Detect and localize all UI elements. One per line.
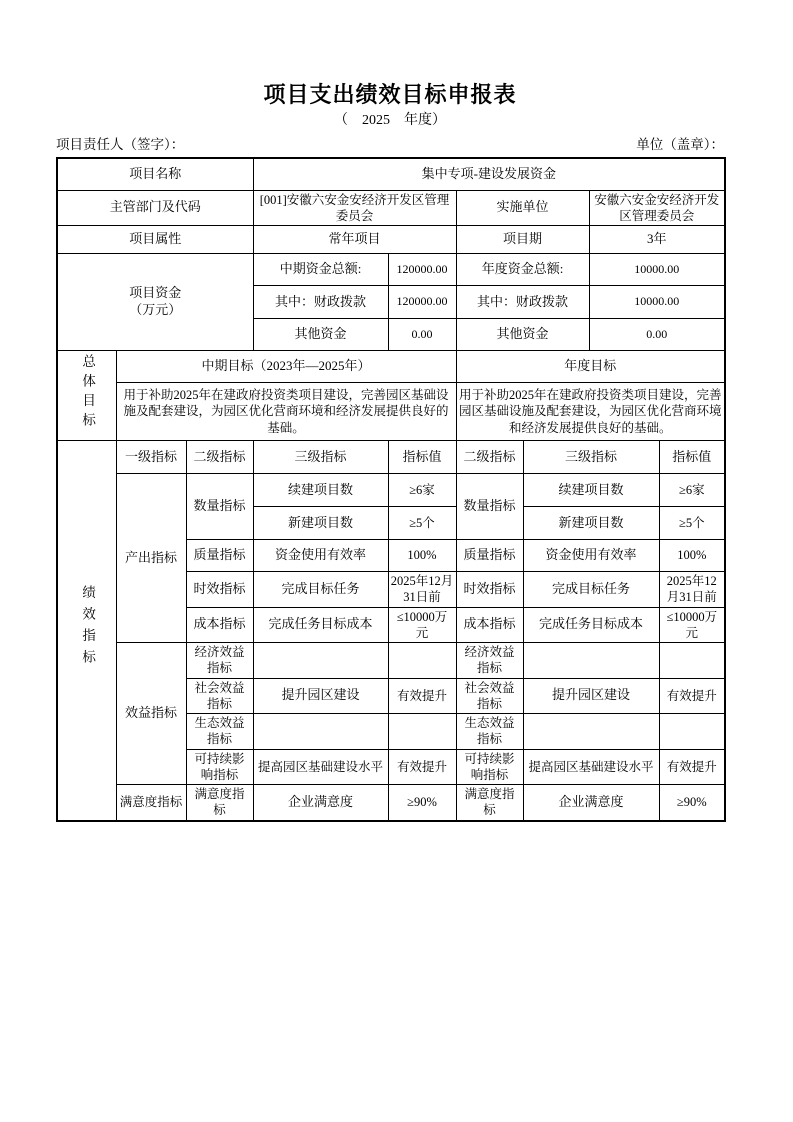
year-other-label: 其他资金 xyxy=(456,319,589,351)
l3-cell: 提升园区建设 xyxy=(523,678,659,714)
funds-label-line1: 项目资金 xyxy=(129,285,182,301)
value-cell: 100% xyxy=(659,540,725,572)
mid-fiscal-label: 其中：财政拨款 xyxy=(253,286,388,319)
l2-cell: 经济效益指标 xyxy=(456,643,523,679)
signer-label: 项目责任人（签字）： xyxy=(56,137,185,152)
l3-cell: 资金使用有效率 xyxy=(523,540,659,572)
year-fiscal-label: 其中：财政拨款 xyxy=(456,286,589,319)
year-total-label: 年度资金总额: xyxy=(456,254,589,286)
l3-cell: 企业满意度 xyxy=(523,785,659,821)
mid-total-label: 中期资金总额: xyxy=(253,254,388,286)
impl-unit-label: 实施单位 xyxy=(456,190,589,226)
perf-vertical-text: 绩效指标 xyxy=(80,584,96,671)
mid-goal-header: 中期目标（2023年—2025年） xyxy=(116,351,456,383)
l2-cell: 满意度指标 xyxy=(186,785,253,821)
header-level3-mid: 三级指标 xyxy=(253,441,388,474)
level1-benefit-cell: 效益指标 xyxy=(116,643,186,785)
signature-row xyxy=(56,136,724,154)
l3-cell: 提升园区建设 xyxy=(253,678,388,714)
header-value-annual: 指标值 xyxy=(659,441,725,474)
perf-row xyxy=(57,643,725,679)
mid-goal-text: 用于补助2025年在建政府投资类项目建设，完善园区基础设施及配套建设，为园区优化营商环境和经济发展提供良好的基础。 xyxy=(116,383,456,441)
l2-cell: 生态效益指标 xyxy=(186,714,253,750)
mid-total-value: 120000.00 xyxy=(388,254,456,286)
attr-label: 项目属性 xyxy=(57,226,253,254)
l2-cell: 生态效益指标 xyxy=(456,714,523,750)
row-perf-header xyxy=(57,441,725,474)
value-cell: ≥5个 xyxy=(388,507,456,540)
l2-cell: 可持续影响指标 xyxy=(456,749,523,785)
l3-cell: 完成任务目标成本 xyxy=(253,607,388,643)
row-department xyxy=(57,190,725,226)
funds-label-line2: （万元） xyxy=(129,302,182,317)
period-value: 3年 xyxy=(589,226,725,254)
value-cell: ≥90% xyxy=(659,785,725,821)
perf-side-label xyxy=(57,441,116,821)
dept-label: 主管部门及代码 xyxy=(57,190,253,226)
l3-cell: 完成任务目标成本 xyxy=(523,607,659,643)
l3-cell: 企业满意度 xyxy=(253,785,388,821)
year-other-value: 0.00 xyxy=(589,319,725,351)
value-cell: ≥5个 xyxy=(659,507,725,540)
l3-cell xyxy=(253,714,388,750)
value-cell: 有效提升 xyxy=(659,678,725,714)
l2-cell: 数量指标 xyxy=(456,474,523,540)
value-cell: 有效提升 xyxy=(388,678,456,714)
period-label: 项目期 xyxy=(456,226,589,254)
perf-row xyxy=(57,474,725,507)
value-cell xyxy=(659,643,725,679)
year-total-value: 10000.00 xyxy=(589,254,725,286)
mid-other-label: 其他资金 xyxy=(253,319,388,351)
l2-cell: 成本指标 xyxy=(456,607,523,643)
l2-cell: 时效指标 xyxy=(456,572,523,608)
value-cell: ≥6家 xyxy=(388,474,456,507)
l2-cell: 数量指标 xyxy=(186,474,253,540)
l3-cell: 提高园区基础建设水平 xyxy=(523,749,659,785)
header-level2-annual: 二级指标 xyxy=(456,441,523,474)
l3-cell: 新建项目数 xyxy=(253,507,388,540)
l3-cell: 续建项目数 xyxy=(253,474,388,507)
l2-cell: 可持续影响指标 xyxy=(186,749,253,785)
declaration-form-table xyxy=(56,157,726,822)
value-cell: ≤10000万元 xyxy=(388,607,456,643)
unit-seal-label: 单位（盖章）： xyxy=(636,137,724,152)
row-goal-texts xyxy=(57,383,725,441)
row-funds-total xyxy=(57,254,725,286)
value-cell: 100% xyxy=(388,540,456,572)
value-cell: ≥6家 xyxy=(659,474,725,507)
perf-row xyxy=(57,785,725,821)
header-level3-annual: 三级指标 xyxy=(523,441,659,474)
l3-cell xyxy=(523,714,659,750)
l3-cell: 资金使用有效率 xyxy=(253,540,388,572)
l3-cell xyxy=(523,643,659,679)
l2-cell: 质量指标 xyxy=(456,540,523,572)
value-cell xyxy=(659,714,725,750)
annual-goal-header: 年度目标 xyxy=(456,351,725,383)
l2-cell: 社会效益指标 xyxy=(186,678,253,714)
level1-output-cell: 产出指标 xyxy=(116,474,186,643)
attr-value: 常年项目 xyxy=(253,226,456,254)
l2-cell: 质量指标 xyxy=(186,540,253,572)
mid-fiscal-value: 120000.00 xyxy=(388,286,456,319)
value-cell xyxy=(388,643,456,679)
page-title: 项目支出绩效目标申报表 xyxy=(263,82,517,107)
overall-goal-vertical-text: 总体目标 xyxy=(80,354,96,433)
value-cell: ≥90% xyxy=(388,785,456,821)
value-cell: 2025年12月31日前 xyxy=(659,572,725,608)
year-subtitle: （ 2025 年度） xyxy=(334,113,446,128)
l2-cell: 时效指标 xyxy=(186,572,253,608)
value-cell: 有效提升 xyxy=(659,749,725,785)
funds-label xyxy=(57,254,253,351)
row-project-name xyxy=(57,158,725,190)
l2-cell: 成本指标 xyxy=(186,607,253,643)
l3-cell: 续建项目数 xyxy=(523,474,659,507)
overall-goal-side-label xyxy=(57,351,116,441)
header-level1: 一级指标 xyxy=(116,441,186,474)
l2-cell: 满意度指标 xyxy=(456,785,523,821)
value-cell: 有效提升 xyxy=(388,749,456,785)
value-cell: ≤10000万元 xyxy=(659,607,725,643)
project-name-label: 项目名称 xyxy=(57,158,253,190)
l3-cell: 新建项目数 xyxy=(523,507,659,540)
impl-unit-value: 安徽六安金安经济开发区管理委员会 xyxy=(589,190,725,226)
dept-value: [001]安徽六安金安经济开发区管理委员会 xyxy=(253,190,456,226)
year-fiscal-value: 10000.00 xyxy=(589,286,725,319)
value-cell xyxy=(388,714,456,750)
project-name-value: 集中专项-建设发展资金 xyxy=(253,158,725,190)
l3-cell xyxy=(253,643,388,679)
header-level2-mid: 二级指标 xyxy=(186,441,253,474)
level1-satisfaction-cell: 满意度指标 xyxy=(116,785,186,821)
l3-cell: 完成目标任务 xyxy=(523,572,659,608)
l2-cell: 经济效益指标 xyxy=(186,643,253,679)
value-cell: 2025年12月31日前 xyxy=(388,572,456,608)
l3-cell: 提高园区基础建设水平 xyxy=(253,749,388,785)
mid-other-value: 0.00 xyxy=(388,319,456,351)
header-value-mid: 指标值 xyxy=(388,441,456,474)
annual-goal-text: 用于补助2025年在建政府投资类项目建设，完善园区基础设施及配套建设，为园区优化营商环境和经济发展提供良好的基础。 xyxy=(456,383,725,441)
l2-cell: 社会效益指标 xyxy=(456,678,523,714)
row-goal-headers xyxy=(57,351,725,383)
l3-cell: 完成目标任务 xyxy=(253,572,388,608)
row-attribute xyxy=(57,226,725,254)
